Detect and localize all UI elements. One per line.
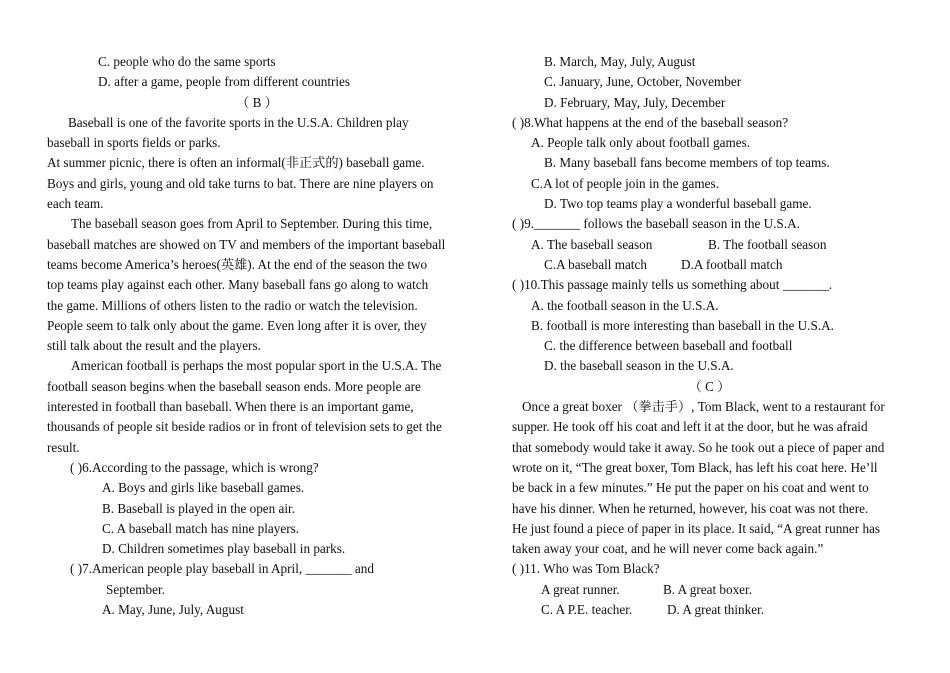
q7-option-d: D. February, May, July, December	[544, 94, 726, 110]
option-d: D.A football match	[681, 256, 783, 272]
passage-line: result.	[47, 439, 80, 455]
option-d: D. A great thinker.	[667, 602, 765, 618]
question-stem: ( )6.According to the passage, which is wrong?	[70, 459, 319, 475]
option-row-cd	[512, 255, 907, 275]
question-10	[512, 275, 907, 376]
question-11	[512, 559, 907, 620]
question-6	[47, 458, 467, 559]
left-column	[47, 52, 467, 620]
option-c: C. the difference between baseball and football	[544, 338, 793, 354]
passage-line: teams become America’s heroes(英雄). At the end of the season the two	[47, 256, 428, 272]
passage-line: top teams play against each other. Many baseball fans go along to watch	[47, 277, 429, 293]
option-a: A great runner.	[541, 581, 620, 597]
question-stem-continued: September.	[106, 581, 165, 597]
option-b: B. Baseball is played in the open air.	[102, 500, 296, 516]
passage-line: Baseball is one of the favorite sports in the U.S.A. Children play	[68, 114, 409, 130]
option-b: B. The football season	[708, 236, 827, 252]
passage-line: supper. He took off his coat and left it at the door, but he was afraid	[512, 419, 868, 435]
option-d: D. Children sometimes play baseball in parks.	[102, 541, 346, 557]
option-b: B. Many baseball fans become members of top teams.	[544, 155, 830, 171]
passage-b	[47, 113, 467, 458]
section-c-heading: （ C ）	[688, 378, 731, 394]
question-stem: ( )11. Who was Tom Black?	[512, 561, 660, 577]
passage-line: still talk about the result and the players.	[47, 338, 261, 354]
passage-line: He just found a piece of paper in its place. It said, “A great runner has	[512, 520, 881, 536]
question-8	[512, 113, 907, 214]
option-row-ab	[512, 580, 907, 600]
passage-line: thousands of people sit beside radios or in front of television sets to get the	[47, 419, 442, 435]
question-9	[512, 214, 907, 275]
option-c: C.A baseball match	[544, 256, 647, 272]
passage-line: baseball matches are showed on TV and members of the important baseball	[47, 236, 446, 252]
passage-line: have his dinner. When he returned, however, his coat was not there.	[512, 500, 869, 516]
option-d: D. Two top teams play a wonderful baseball game.	[544, 196, 812, 212]
question-stem: ( )7.American people play baseball in April, _______ and	[70, 561, 374, 577]
option-a: A. the football season in the U.S.A.	[531, 297, 719, 313]
passage-line: baseball in sports fields or parks.	[47, 135, 221, 151]
option-a: A. Boys and girls like baseball games.	[102, 480, 305, 496]
option-c: C.A lot of people join in the games.	[531, 175, 719, 191]
passage-line: each team.	[47, 196, 104, 212]
passage-line: interested in football than baseball. When there is an important game,	[47, 399, 414, 415]
option-row-ab	[512, 235, 907, 255]
option-d: D. the baseball season in the U.S.A.	[544, 358, 734, 374]
option-a: A. The baseball season	[531, 236, 653, 252]
question-stem: ( )8.What happens at the end of the baseball season?	[512, 114, 789, 130]
passage-line: wrote on it, “The great boxer, Tom Black, has left his coat here. He’ll	[512, 459, 878, 475]
passage-line: The baseball season goes from April to September. During this time,	[71, 216, 433, 232]
question-7	[47, 559, 467, 620]
passage-line: People seem to talk only about the game. Even long after it is over, they	[47, 317, 427, 333]
passage-line: be back in a few minutes.” He put the paper on his coat and went to	[512, 480, 869, 496]
right-column	[512, 52, 907, 620]
q7-option-c: C. January, June, October, November	[544, 74, 742, 90]
option-row-cd	[512, 600, 907, 620]
q7-option-b: B. March, May, July, August	[544, 54, 696, 69]
passage-line: football season begins when the baseball season ends. More people are	[47, 378, 421, 394]
passage-line: Boys and girls, young and old take turns to bat. There are nine players on	[47, 175, 434, 191]
q5-option-d: D. after a game, people from different countries	[98, 74, 351, 90]
passage-line: At summer picnic, there is often an informal(非正式的) baseball game.	[47, 155, 425, 171]
passage-line: American football is perhaps the most popular sport in the U.S.A. The	[71, 358, 442, 374]
passage-line: the game. Millions of others listen to the radio or watch the television.	[47, 297, 418, 313]
option-b: B. A great boxer.	[663, 581, 753, 597]
option-c: C. A baseball match has nine players.	[102, 520, 300, 536]
option-a: A. People talk only about football games.	[531, 135, 751, 151]
option-c: C. A P.E. teacher.	[541, 602, 633, 618]
option-a: A. May, June, July, August	[102, 602, 244, 618]
section-b-heading: （ B ）	[236, 94, 278, 110]
q5-option-c: C. people who do the same sports	[98, 54, 276, 69]
option-b: B. football is more interesting than baseball in the U.S.A.	[531, 317, 834, 333]
passage-line: taken away your coat, and he will never come back again.”	[512, 541, 824, 557]
passage-line: Once a great boxer （拳击手）, Tom Black, went to a restaurant for	[522, 399, 885, 415]
passage-line: that somebody would take it away. So he took out a piece of paper and	[512, 439, 885, 455]
question-stem: ( )9._______ follows the baseball season in the U.S.A.	[512, 216, 800, 232]
question-stem: ( )10.This passage mainly tells us something about _______.	[512, 277, 833, 293]
passage-c	[512, 397, 907, 559]
